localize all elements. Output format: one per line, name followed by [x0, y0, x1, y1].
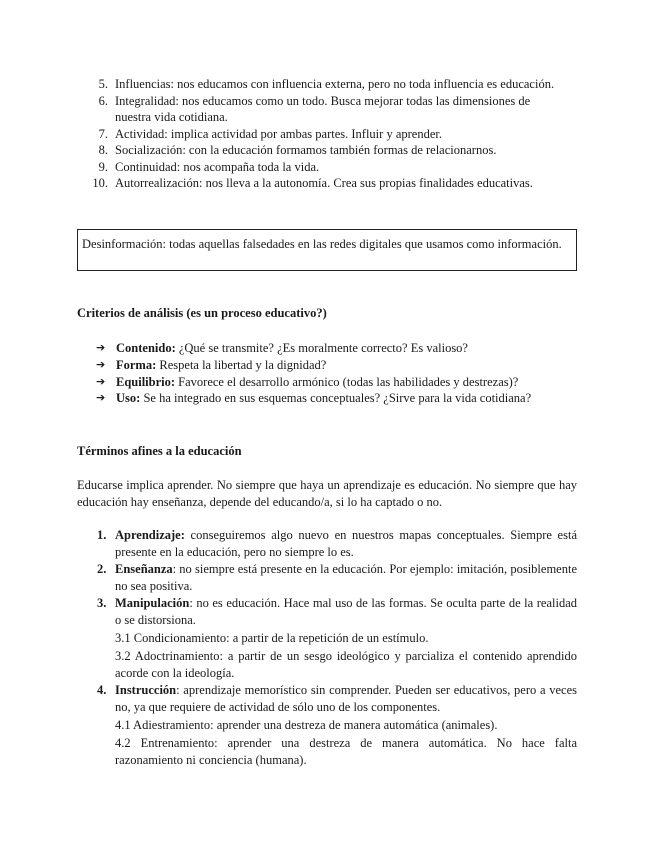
arrow-right-icon: ➔: [96, 391, 106, 405]
terms-list: [0, 527, 655, 769]
list-item: 4. Instrucción: aprendizaje memorístico sin comprender. Pueden ser educativos, pero a veces no, ya que requiere de actividad de sólo uno de los componentes. 4.1 Adiestramiento: aprender una destreza de manera automática (animales). 4.2 Entrenamiento: aprender una destreza de manera automática. No hace falta razonamiento ni conciencia (humana).: [97, 683, 577, 767]
arrow-right-icon: ➔: [96, 357, 106, 371]
terms-intro: Educarse implica aprender. No siempre que haya un aprendizaje es educación. No siempre que hay educación hay enseñanza, depende del educando/a, si lo ha captado o no.: [77, 478, 577, 509]
list-item: 2. Enseñanza: no siempre está presente en la educación. Por ejemplo: imitación, posiblemente no sea positiva.: [97, 562, 577, 593]
sub-item: 4.1 Adiestramiento: aprender una destreza de manera automática (animales).: [115, 718, 498, 732]
criteria-heading: Criterios de análisis (es un proceso educativo?): [77, 306, 327, 320]
list-item: 8. Socialización: con la educación formamos también formas de relacionarnos.: [98, 143, 497, 157]
terms-heading: Términos afines a la educación: [77, 444, 242, 458]
list-item: 7. Actividad: implica actividad por ambas partes. Influir y aprender.: [98, 126, 442, 141]
arrow-right-icon: ➔: [96, 374, 106, 388]
list-item: 3. Manipulación: no es educación. Hace mal uso de las formas. Se oculta parte de la realidad o se distorsiona. 3.1 Condicionamiento: a partir de la repetición de un estímulo. 3.2 Adoctrinamiento: a partir de un sesgo ideológico y parcializa el contenido aprendido acorde con la ideología.: [97, 596, 577, 680]
principles-list: [0, 76, 655, 192]
list-item: 1. Aprendizaje: conseguiremos algo nuevo en nuestros mapas conceptuales. Siempre está presente en la educación, pero no siempre lo es.: [97, 528, 577, 559]
list-item: 10. Autorrealización: nos lleva a la autonomía. Crea sus propias finalidades educativas.: [92, 176, 533, 190]
arrow-right-icon: ➔: [96, 341, 106, 354]
list-item: ➔ Uso: Se ha integrado en sus esquemas conceptuales? ¿Sirve para la vida cotidiana?: [96, 391, 532, 406]
sub-item: 3.1 Condicionamiento: a partir de la repetición de un estímulo.: [115, 631, 429, 645]
list-item: 5. Influencias: nos educamos con influencia externa, pero no toda influencia es educación.: [98, 77, 555, 91]
list-item: ➔ Forma: Respeta la libertad y la dignidad?: [96, 357, 327, 372]
list-item: 9. Continuidad: nos acompaña toda la vida.: [98, 159, 320, 174]
definition-box: Desinformación: todas aquellas falsedades en las redes digitales que usamos como información.: [77, 229, 577, 271]
list-item: 6. Integralidad: nos educamos como un todo. Busca mejorar todas las dimensiones de nuestra vida cotidiana.: [98, 93, 531, 124]
sub-item: 4.2 Entrenamiento: aprender una destreza de manera automática. No hace falta razonamiento ni conciencia (humana).: [115, 736, 577, 767]
sub-item: 3.2 Adoctrinamiento: a partir de un sesgo ideológico y parcializa el contenido aprendido acorde con la ideología.: [115, 649, 577, 680]
criteria-list: [0, 340, 655, 407]
list-item: ➔ Equilibrio: Favorece el desarrollo armónico (todas las habilidades y destrezas)?: [96, 374, 519, 389]
list-item: ➔ Contenido: ¿Qué se transmite? ¿Es moralmente correcto? Es valioso?: [96, 341, 468, 355]
